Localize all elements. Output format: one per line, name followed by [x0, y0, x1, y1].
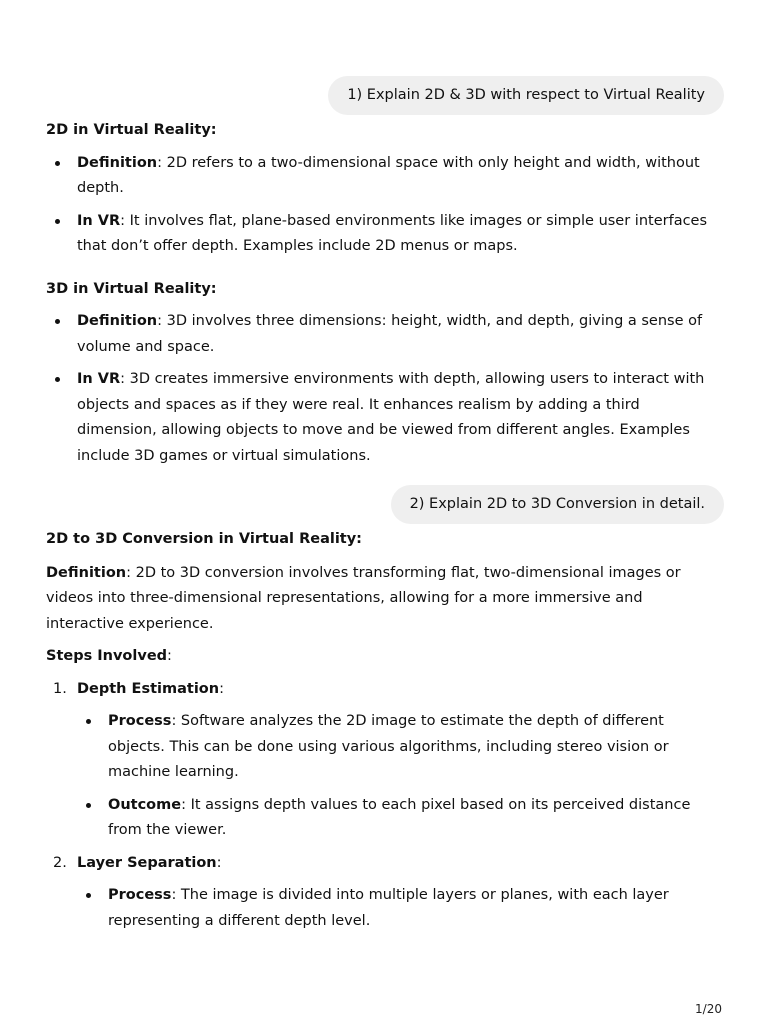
- term-label: Process: [108, 887, 172, 903]
- page-number: 1/20: [695, 1002, 722, 1016]
- section-heading-3d: 3D in Virtual Reality:: [46, 280, 217, 297]
- colon: :: [167, 648, 172, 664]
- item-text: : It involves flat, plane-based environments like images or simple user interfaces that don’t offer depth. Examples include 2D menus or maps.: [77, 212, 708, 254]
- list-2d: [46, 151, 724, 260]
- term-label: Definition: [77, 154, 158, 171]
- steps-label: [46, 644, 724, 670]
- step-sublist: [77, 709, 724, 844]
- section-heading-2d: 2D in Virtual Reality:: [46, 122, 217, 138]
- term-label: In VR: [77, 371, 121, 387]
- term-label: Definition: [77, 313, 158, 329]
- term-label: Outcome: [108, 796, 182, 813]
- step-item: [46, 851, 724, 935]
- term-label: Definition: [46, 564, 127, 581]
- definition-paragraph: [46, 561, 724, 638]
- list-item: [77, 709, 724, 786]
- user-question-2-row: [46, 485, 724, 524]
- term-label: Process: [108, 713, 172, 729]
- item-text: : The image is divided into multiple layers or planes, with each layer representing a different depth level.: [108, 887, 669, 929]
- item-text: : 3D creates immersive environments with depth, allowing users to interact with objects and spaces as if they were real. It enhances realism by adding a third dimension, allowing objects to move and be viewed from different angles. Examples include 3D games or virtual simulations.: [77, 371, 705, 464]
- page-content: [46, 76, 724, 934]
- item-text: : It assigns depth values to each pixel based on its perceived distance from the viewer.: [108, 796, 691, 838]
- user-question-1-bubble: 1) Explain 2D & 3D with respect to Virtual Reality: [328, 76, 724, 115]
- section-heading-conversion: 2D to 3D Conversion in Virtual Reality:: [46, 531, 362, 547]
- step-title: Depth Estimation: [77, 680, 220, 697]
- list-item: [77, 883, 724, 934]
- list-item: [46, 367, 724, 469]
- steps-list: [46, 677, 724, 935]
- list-item: [46, 209, 724, 260]
- list-item: [46, 309, 724, 360]
- item-text: : Software analyzes the 2D image to estimate the depth of different objects. This can be done using various algorithms, including stereo vision or machine learning.: [108, 713, 669, 780]
- step-number: 1.: [53, 680, 67, 697]
- step-sublist: [77, 883, 724, 934]
- step-number: 2.: [53, 854, 67, 871]
- list-3d: [46, 309, 724, 469]
- term-label: In VR: [77, 212, 121, 229]
- step-title: Layer Separation: [77, 854, 217, 871]
- definition-text: : 2D to 3D conversion involves transforming flat, two-dimensional images or videos into three-dimensional representations, allowing for a more immersive and interactive experience.: [46, 564, 681, 632]
- item-text: : 3D involves three dimensions: height, width, and depth, giving a sense of volume and space.: [77, 313, 703, 355]
- list-item: [77, 793, 724, 844]
- step-item: [46, 677, 724, 844]
- item-text: : 2D refers to a two-dimensional space with only height and width, without depth.: [77, 154, 700, 196]
- list-item: [46, 151, 724, 202]
- term-label: Steps Involved: [46, 648, 168, 664]
- colon: :: [219, 680, 224, 697]
- user-question-1-row: [46, 76, 724, 115]
- user-question-2-bubble: 2) Explain 2D to 3D Conversion in detail.: [391, 485, 724, 524]
- colon: :: [216, 854, 222, 871]
